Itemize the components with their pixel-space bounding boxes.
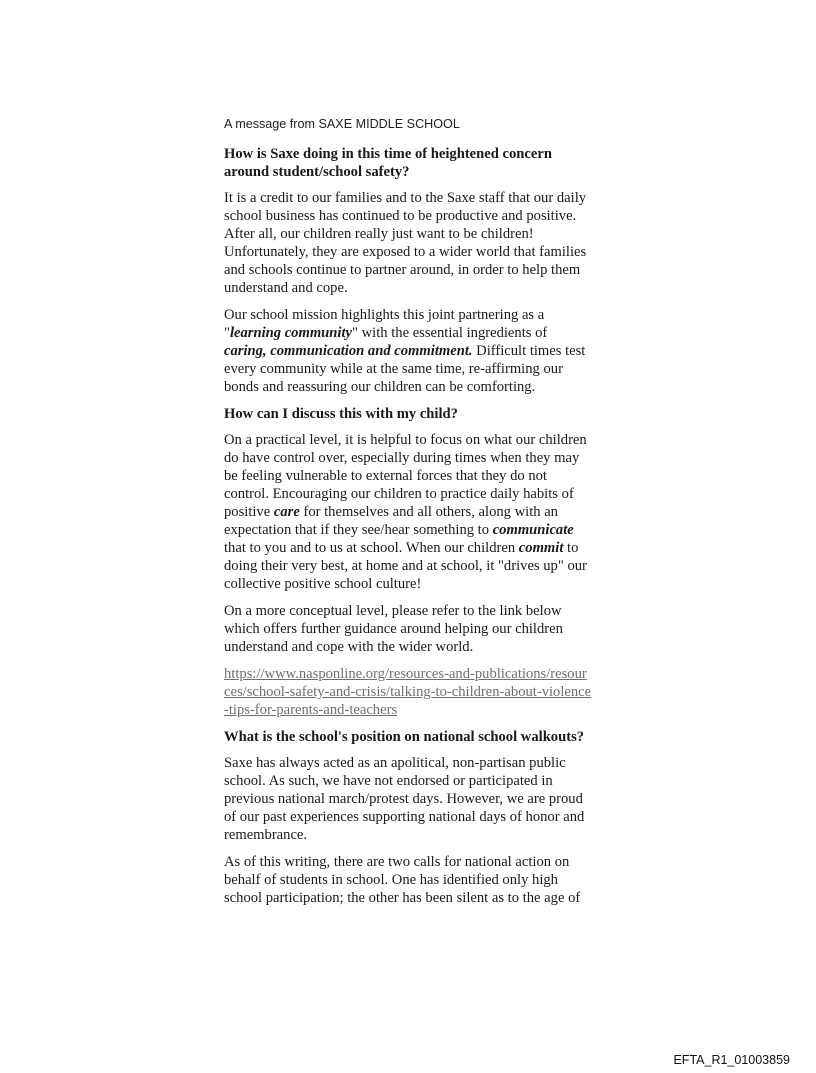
practical-text-c: for themselves and all others, along with an expectation that if they see/hear something to — [224, 504, 558, 538]
practical-text-e: that to you and to us at school. When our children — [224, 540, 519, 556]
practical-commit: commit — [518, 540, 564, 556]
mission-text-a: Our school mission highlights this joint partnering as a " — [224, 307, 545, 341]
practical-text-g: to doing their very best, at home and at school, it "drives up" our collective positive school culture! — [224, 540, 587, 592]
paragraph-conceptual: On a more conceptual level, please refer to the link below which offers further guidance around helping our children understand and cope with the wider world. — [224, 603, 563, 655]
paragraph-calls-for-action: As of this writing, there are two calls for national action on behalf of students in school. One has identified only high school participation; the other has been silent as to the age of — [224, 854, 581, 906]
question-heading-walkouts: What is the school's position on national school walkouts? — [224, 729, 585, 745]
practical-care: care — [273, 504, 300, 520]
paragraph-practical — [224, 431, 592, 593]
message-kicker: A message from SAXE MIDDLE SCHOOL — [224, 117, 460, 131]
document-id-footer: EFTA_R1_01003859 — [673, 1053, 790, 1067]
mission-text-c: " with the essential ingredients of — [352, 325, 548, 341]
paragraph-apolitical: Saxe has always acted as an apolitical, non-partisan public school. As such, we have not endorsed or participated in previous national march/protest days. However, we are proud of our past experiences supporting national days of honor and remembrance. — [224, 755, 585, 843]
mission-text-e: Difficult times test every community while at the same time, re-affirming our bonds and reassuring our children can be comforting. — [224, 343, 586, 395]
practical-text-a: On a practical level, it is helpful to focus on what our children do have control over, especially during times when they may be feeling vulnerable to external forces that they do not control. Encouraging our children to practice daily habits of positive — [224, 432, 587, 520]
practical-communicate: communicate — [492, 522, 574, 538]
question-heading-discuss: How can I discuss this with my child? — [224, 406, 458, 422]
mission-learning-community: learning community — [229, 325, 353, 341]
question-heading-safety: How is Saxe doing in this time of heightened concern around student/school safety? — [224, 146, 552, 180]
mission-ingredients: caring, communication and commitment. — [224, 343, 473, 359]
paragraph-credit: It is a credit to our families and to the Saxe staff that our daily school business has continued to be productive and positive. After all, our children really just want to be children! Unfortunately, they are exposed to a wider world that families and schools continue to partner around, in order to help them understand and cope. — [224, 190, 587, 296]
nasp-resource-link[interactable]: https://www.nasponline.org/resources-and-publications/resources/school-safety-and-crisis/talking-to-children-about-violence-tips-for-parents-and-teachers — [224, 666, 592, 718]
letter-body — [224, 116, 592, 916]
paragraph-mission — [224, 306, 592, 396]
